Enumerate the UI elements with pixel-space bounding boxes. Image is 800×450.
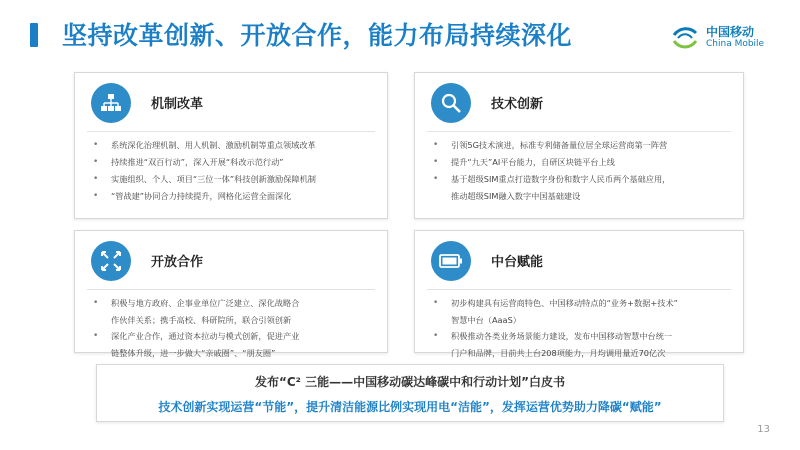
list-item: • 引领5G技术演进，标准专利储备量位居全球运营商第一阵营 (433, 137, 733, 154)
card-title: 机制改革 (151, 97, 204, 112)
card-title: 开放合作 (151, 255, 204, 270)
card-mechanism-reform (74, 72, 388, 219)
card-title: 中台赋能 (491, 255, 544, 270)
list-item: 智慧中台（AaaS） (451, 315, 521, 325)
whitepaper-slogan: 技术创新实现运营“节能”，提升清洁能源比例实现用电“洁能”，发挥运营优势助力降碳“赋能” (158, 400, 662, 414)
bullet-list (433, 295, 733, 361)
list-item: 作伙伴关系；携手高校、科研院所，联合引领创新 (111, 315, 292, 325)
card-open-cooperation (74, 230, 388, 358)
list-item: 链整体升级，进一步做大“亲戚圈”、“朋友圈” (111, 348, 276, 358)
bullet-list (93, 295, 377, 361)
list-item: • 提升“九天”AI平台能力，自研区块链平台上线 (433, 154, 733, 171)
divider (87, 131, 375, 132)
battery-icon (431, 241, 471, 281)
expand-arrows-icon (91, 241, 131, 281)
list-item: • “管战建”协同合力持续提升，网格化运营全面深化 (93, 188, 377, 205)
org-chart-icon (91, 83, 131, 123)
whitepaper-summary-box (96, 364, 724, 422)
list-item: • 初步构建具有运营商特色、中国移动特点的“业务+数据+技术” (433, 295, 733, 312)
china-mobile-logo (670, 20, 780, 56)
list-item: • 持续推进“双百行动”，深入开展“科改示范行动” (93, 154, 377, 171)
logo-text-en: China Mobile (706, 38, 765, 49)
list-item: • 系统深化治理机制、用人机制、激励机制等重点领域改革 (93, 137, 377, 154)
page-number: 13 (757, 424, 770, 435)
divider (427, 131, 731, 132)
list-item: 门户和品牌，目前共上台208项能力，月均调用量近70亿次 (451, 348, 666, 358)
list-item: • 基于超级SIM重点打造数字身份和数字人民币两个基础应用， (433, 171, 733, 188)
logo-text-cn: 中国移动 (706, 25, 755, 40)
china-mobile-logo-icon (670, 23, 700, 53)
list-item: • 实施组织、个人、项目“三位一体”科技创新激励保障机制 (93, 171, 377, 188)
divider (427, 289, 731, 290)
magnifier-icon (431, 83, 471, 123)
list-item: 推动超级SIM融入数字中国基础建设 (451, 191, 581, 201)
card-title: 技术创新 (491, 97, 544, 112)
title-accent-bar (30, 23, 38, 47)
list-item: • 深化产业合作，通过资本拉动与模式创新，促进产业 (93, 328, 377, 345)
card-tech-innovation (414, 72, 744, 219)
whitepaper-title: 发布“C² 三能——中国移动碳达峰碳中和行动计划”白皮书 (254, 375, 565, 389)
bullet-list (93, 137, 377, 205)
page-title: 坚持改革创新、开放合作，能力布局持续深化 (62, 21, 573, 50)
divider (87, 289, 375, 290)
card-middle-platform (414, 230, 744, 358)
bullet-list (433, 137, 733, 204)
list-item: • 积极推动各类业务场景能力建设，发布中国移动智慧中台统一 (433, 328, 733, 345)
list-item: • 积极与地方政府、企事业单位广泛建立、深化战略合 (93, 295, 377, 312)
